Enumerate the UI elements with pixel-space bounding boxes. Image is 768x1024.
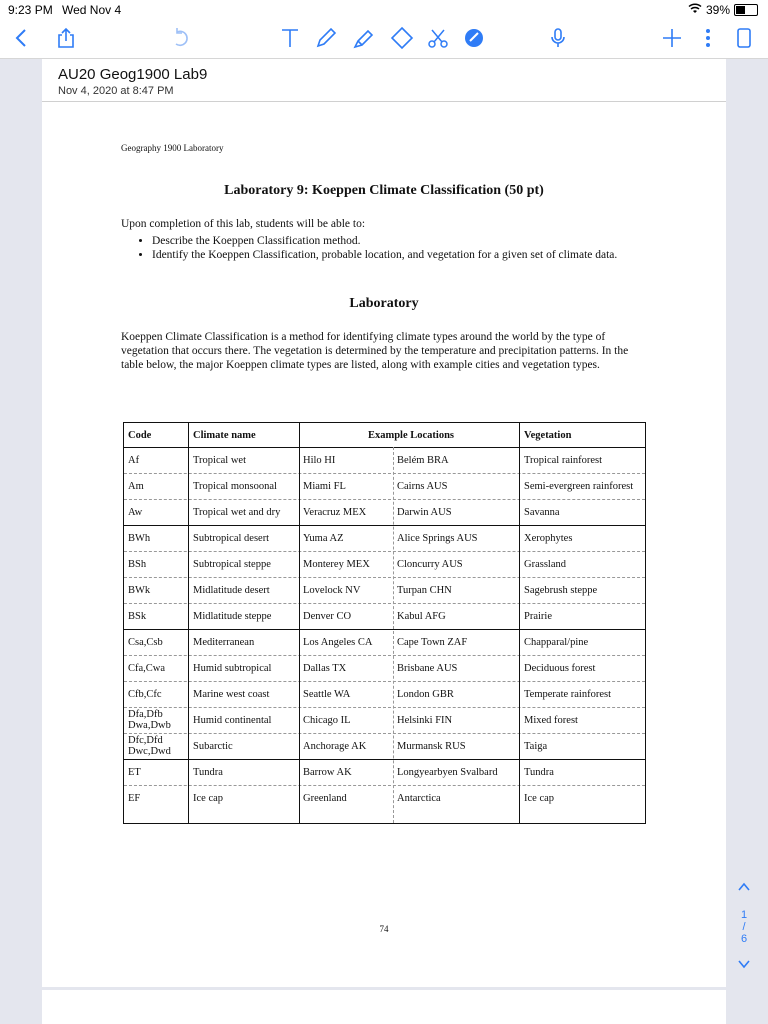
- note-date: Nov 4, 2020 at 8:47 PM: [58, 85, 174, 97]
- table-column-divider: [188, 423, 189, 823]
- cell-code: BWh: [128, 532, 151, 544]
- page-up-icon[interactable]: [737, 880, 751, 897]
- section-heading: Laboratory: [349, 296, 419, 311]
- cell-code: EF: [128, 792, 141, 804]
- back-chevron-icon[interactable]: [8, 24, 36, 52]
- table-row: [124, 473, 645, 500]
- cell-location-us: Chicago IL: [303, 714, 351, 726]
- table-row: [124, 525, 645, 552]
- table-row: [124, 707, 645, 734]
- page-number: 74: [379, 924, 389, 934]
- table-row: [124, 447, 645, 474]
- running-head: Geography 1900 Laboratory: [121, 143, 224, 153]
- lasso-scissors-icon[interactable]: [424, 24, 452, 52]
- cell-location-intl: London GBR: [397, 688, 454, 700]
- table-row: [124, 785, 645, 811]
- cell-vegetation: Tundra: [524, 766, 554, 778]
- cell-location-us: Barrow AK: [303, 766, 352, 778]
- status-bar: [0, 0, 768, 20]
- cell-code: Aw: [128, 506, 143, 518]
- status-time: 9:23 PM: [8, 3, 53, 17]
- cell-climate-name: Subarctic: [193, 740, 233, 752]
- cell-vegetation: Sagebrush steppe: [524, 584, 598, 596]
- objective-item: • Describe the Koeppen Classification method.: [152, 234, 672, 248]
- cell-location-intl: Brisbane AUS: [397, 662, 458, 674]
- table-row: [124, 759, 645, 786]
- table-header-row: [124, 423, 645, 448]
- cell-location-intl: Murmansk RUS: [397, 740, 466, 752]
- objective-item: • Identify the Koeppen Classification, probable location, and vegetation for a given set of climate data.: [152, 248, 672, 262]
- cell-climate-name: Tundra: [193, 766, 223, 778]
- cell-climate-name: Subtropical desert: [193, 532, 270, 544]
- lab-title: Laboratory 9: Koeppen Climate Classification (50 pt): [224, 183, 544, 198]
- cell-location-us: Monterey MEX: [303, 558, 370, 570]
- cell-climate-name: Midlatitude steppe: [193, 610, 272, 622]
- cell-location-intl: Belém BRA: [397, 454, 449, 466]
- cell-location-us: Seattle WA: [303, 688, 351, 700]
- share-icon[interactable]: [52, 24, 80, 52]
- table-row: [124, 577, 645, 604]
- cell-vegetation: Taiga: [524, 740, 548, 752]
- cell-location-us: Veracruz MEX: [303, 506, 367, 518]
- battery-percent: 39%: [705, 3, 730, 17]
- note-header: [42, 59, 726, 102]
- next-pdf-page[interactable]: [42, 990, 726, 1024]
- total-pages: 6: [740, 933, 748, 945]
- page-down-icon[interactable]: [737, 957, 751, 974]
- cell-location-us: Miami FL: [303, 480, 346, 492]
- note-title[interactable]: AU20 Geog1900 Lab9: [58, 66, 208, 83]
- pen-tool-icon[interactable]: [312, 24, 340, 52]
- cell-location-us: Yuma AZ: [303, 532, 344, 544]
- undo-icon[interactable]: [166, 24, 194, 52]
- cell-code: Dfc,Dfd Dwc,Dwd: [128, 735, 171, 757]
- table-column-divider: [519, 423, 520, 823]
- header-vegetation: Vegetation: [524, 429, 572, 441]
- status-right: [688, 3, 758, 17]
- cell-location-us: Lovelock NV: [303, 584, 361, 596]
- table-row: [124, 733, 645, 760]
- cell-climate-name: Ice cap: [193, 792, 224, 804]
- cell-vegetation: Semi-evergreen rainforest: [524, 480, 634, 492]
- cell-vegetation: Prairie: [524, 610, 552, 622]
- cell-climate-name: Subtropical steppe: [193, 558, 271, 570]
- cell-location-intl: Helsinki FIN: [397, 714, 453, 726]
- cell-vegetation: Ice cap: [524, 792, 555, 804]
- wifi-icon: [688, 3, 702, 17]
- cell-location-us: Greenland: [303, 792, 347, 804]
- cell-location-intl: Darwin AUS: [397, 506, 452, 518]
- table-column-divider: [299, 423, 300, 823]
- cell-code: ET: [128, 766, 141, 778]
- cell-vegetation: Xerophytes: [524, 532, 573, 544]
- cell-location-intl: Alice Springs AUS: [397, 532, 478, 544]
- cell-code: BWk: [128, 584, 151, 596]
- header-code: Code: [128, 429, 152, 441]
- table-row: [124, 551, 645, 578]
- color-picker-icon[interactable]: [460, 24, 488, 52]
- cell-vegetation: Mixed forest: [524, 714, 578, 726]
- table-row: [124, 681, 645, 708]
- microphone-icon[interactable]: [544, 24, 572, 52]
- cell-climate-name: Midlatitude desert: [193, 584, 270, 596]
- page-separator: /: [742, 921, 746, 933]
- intro-text: Upon completion of this lab, students will be able to:: [121, 218, 366, 230]
- current-page: 1: [740, 909, 748, 921]
- header-climate-name: Climate name: [193, 429, 256, 441]
- table-row: [124, 499, 645, 526]
- cell-location-us: Denver CO: [303, 610, 352, 622]
- cell-code: Af: [128, 454, 140, 466]
- eraser-tool-icon[interactable]: [388, 24, 416, 52]
- cell-location-intl: Turpan CHN: [397, 584, 452, 596]
- cell-climate-name: Mediterranean: [193, 636, 255, 648]
- table-row: [124, 629, 645, 656]
- cell-vegetation: Deciduous forest: [524, 662, 596, 674]
- objectives-list: [136, 234, 672, 262]
- cell-location-intl: Kabul AFG: [397, 610, 446, 622]
- table-row: [124, 603, 645, 630]
- pages-icon[interactable]: [730, 24, 758, 52]
- cell-vegetation: Grassland: [524, 558, 566, 570]
- highlighter-tool-icon[interactable]: [350, 24, 378, 52]
- cell-code: Cfa,Cwa: [128, 662, 166, 674]
- cell-vegetation: Savanna: [524, 506, 560, 518]
- cell-location-intl: Cloncurry AUS: [397, 558, 463, 570]
- cell-code: BSh: [128, 558, 147, 570]
- intro-paragraph: Koeppen Climate Classification is a method for identifying climate types around the world by the type of vegetation that occurs there. The vegetation is determined by the temperature and precipitation patterns. In the table below, the major Koeppen climate types are listed, along with example cities and vegetation types.: [121, 331, 629, 371]
- cell-location-intl: Antarctica: [397, 792, 441, 804]
- cell-vegetation: Chapparal/pine: [524, 636, 589, 648]
- cell-code: Dfa,Dfb Dwa,Dwb: [128, 709, 171, 731]
- cell-climate-name: Humid continental: [193, 714, 272, 726]
- cell-code: Am: [128, 480, 144, 492]
- status-date: Wed Nov 4: [62, 3, 122, 17]
- document: [42, 102, 726, 987]
- more-icon[interactable]: [694, 24, 722, 52]
- koeppen-table: [123, 422, 646, 824]
- cell-location-us: Los Angeles CA: [303, 636, 373, 648]
- cell-climate-name: Tropical wet: [193, 454, 246, 466]
- cell-climate-name: Humid subtropical: [193, 662, 272, 674]
- table-location-divider: [393, 447, 394, 823]
- cell-climate-name: Marine west coast: [193, 688, 270, 700]
- battery-icon: [734, 4, 758, 16]
- pdf-page[interactable]: [42, 102, 726, 987]
- cell-location-intl: Cape Town ZAF: [397, 636, 468, 648]
- header-locations: Example Locations: [367, 429, 455, 441]
- cell-location-us: Hilo HI: [303, 454, 336, 466]
- cell-code: Csa,Csb: [128, 636, 163, 648]
- page-indicator: [734, 880, 754, 992]
- text-tool-icon[interactable]: [276, 24, 304, 52]
- cell-location-us: Anchorage AK: [303, 740, 367, 752]
- cell-code: BSk: [128, 610, 147, 622]
- cell-location-intl: Longyearbyen Svalbard: [397, 766, 498, 778]
- cell-code: Cfb,Cfc: [128, 688, 162, 700]
- cell-climate-name: Tropical monsoonal: [193, 480, 277, 492]
- cell-location-us: Dallas TX: [303, 662, 347, 674]
- cell-climate-name: Tropical wet and dry: [193, 506, 281, 518]
- cell-vegetation: Temperate rainforest: [524, 688, 612, 700]
- add-icon[interactable]: [658, 24, 686, 52]
- table-row: [124, 655, 645, 682]
- cell-location-intl: Cairns AUS: [397, 480, 448, 492]
- cell-vegetation: Tropical rainforest: [524, 454, 603, 466]
- notes-toolbar: [0, 20, 768, 59]
